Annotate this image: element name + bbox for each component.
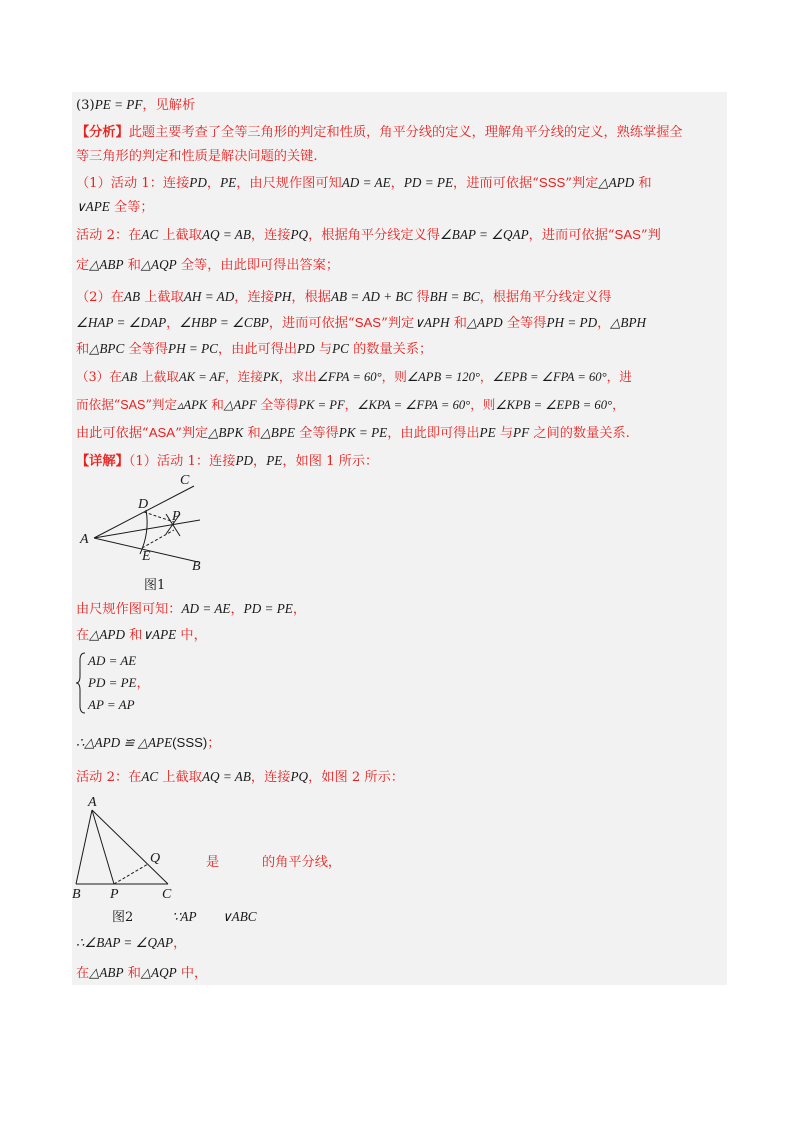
text-run: △APD: [466, 315, 503, 330]
text-run: 全等得: [124, 342, 169, 357]
text-run: 上截取: [137, 369, 179, 384]
text-run: △BPK: [208, 425, 244, 440]
text-run: PD = PE: [403, 175, 454, 190]
text-run: △APD: [89, 627, 125, 642]
text-run: 在: [76, 966, 90, 981]
part3-line-2: [76, 396, 625, 414]
part2-line-1: [76, 288, 611, 307]
part3-line-3: [76, 424, 630, 443]
text-run: ，: [344, 397, 358, 412]
text-run: PD: [235, 453, 254, 468]
text-run: ∠HAP = ∠DAP: [76, 315, 167, 330]
text-run: ∠BAP = ∠QAP: [439, 227, 529, 242]
text-run: ∨APE: [142, 627, 177, 642]
text-run: AK = AF: [178, 370, 226, 384]
text-run: ，进而可依据“: [453, 176, 539, 191]
text-run: 活动 2：在: [76, 228, 142, 243]
step-in-triangles: [76, 626, 207, 645]
text-run: SAS: [354, 315, 382, 330]
segment-pd: [144, 512, 174, 522]
text-run: ∨APH: [414, 315, 450, 330]
text-run: SAS: [614, 227, 641, 242]
text-run: AB = AD + BC: [330, 289, 413, 304]
text-run: PE: [266, 453, 283, 468]
system-row-1: AD = AE: [88, 653, 137, 668]
text-run: 定: [76, 258, 90, 273]
text-run: SSS: [538, 175, 566, 190]
text-run: ，进: [606, 369, 632, 384]
text-run: ；: [207, 736, 221, 751]
text-run: PE: [479, 425, 496, 440]
text-run: 由尺规作图可知：: [76, 602, 182, 617]
text-run: ，连接: [250, 228, 291, 243]
step-angle-equal: [76, 934, 186, 953]
text-run: 全等得: [256, 397, 299, 412]
text-run: ∠APB = 120°: [406, 370, 480, 384]
text-run: PE: [220, 175, 237, 190]
text-run: PE = PF: [94, 97, 143, 112]
text-run: PH: [273, 289, 292, 304]
text-run: ”判定: [145, 397, 178, 412]
text-run: 和: [124, 628, 143, 643]
text-run: 由此可依据“: [76, 426, 149, 441]
figure-1: [76, 470, 226, 572]
detail-line: [76, 452, 378, 471]
activity1-line-1: [76, 174, 652, 193]
text-run: PK: [262, 370, 279, 384]
system-row-3: AP = AP: [88, 697, 135, 712]
text-run: ”判定: [565, 176, 599, 191]
step-activity2: [76, 768, 404, 787]
text-run: PH = PC: [168, 341, 218, 356]
fig2-caption: 图2: [112, 910, 134, 925]
text-run: （1）活动 1：连接: [76, 176, 190, 191]
text-run: PD: [189, 175, 207, 190]
text-run: ，由此即可得出: [387, 426, 480, 441]
text-run: （1）活动 1：连接: [128, 454, 236, 469]
text-run: ∠HBP = ∠CBP: [179, 315, 269, 330]
fig2-label-q: Q: [150, 851, 161, 866]
text-run: ▵APK: [177, 398, 208, 412]
text-run: 在: [76, 628, 90, 643]
step-known: [76, 600, 306, 619]
text-run: 等三角形的判定和性质是解决问题的关键.: [76, 149, 318, 164]
text-run: 【详解】: [76, 454, 129, 469]
text-run: ，根据: [291, 290, 331, 305]
text-run: 与: [495, 426, 514, 441]
text-run: △APD: [598, 175, 635, 190]
text-run: 和: [634, 176, 652, 191]
analysis-line-2: [76, 148, 318, 166]
text-run: ∠KPB = ∠EPB = 60°: [495, 398, 613, 412]
text-run: △BPE: [260, 425, 295, 440]
text-run: ，: [390, 176, 404, 191]
text-run: ASA: [148, 425, 176, 440]
text-run: △ABP: [89, 257, 124, 272]
text-run: ，求出: [278, 369, 317, 384]
text-run: ”判定: [381, 316, 415, 331]
text-run: PD = PE: [88, 675, 137, 690]
text-run: ，: [173, 936, 187, 951]
text-run: 中，: [176, 966, 208, 981]
step-in-triangles-2: [76, 964, 207, 983]
fig1-label-b: B: [192, 559, 201, 572]
part2-line-2: [76, 314, 646, 333]
text-run: 和: [449, 316, 467, 331]
fig1-label-d: D: [138, 497, 149, 512]
text-run: ，: [230, 602, 244, 617]
text-run: ，如图 1 所示：: [282, 454, 379, 469]
fig2-label-c: C: [162, 887, 172, 902]
text-run: ，: [292, 602, 307, 617]
text-run: ∴∠BAP = ∠QAP: [76, 935, 174, 950]
text-run: 上截取: [140, 290, 184, 305]
text-run: 全等得: [502, 316, 547, 331]
text-run: AQ = AB: [201, 227, 251, 242]
text-run: PD: [297, 341, 315, 356]
text-run: 此题主要考查了全等三角形的判定和性质，角平分线的定义，理解角平分线的定义，熟练掌握全: [128, 125, 683, 140]
text-run: ，: [612, 397, 625, 412]
activity2-line-2: [76, 256, 339, 275]
text-run: AB: [123, 289, 141, 304]
text-run: ，连接: [225, 369, 263, 384]
text-run: AB: [121, 370, 138, 384]
side-ab: [76, 810, 92, 884]
text-run: ，进而可依据“: [528, 228, 615, 243]
text-run: 上截取: [158, 228, 202, 243]
text-run: ∨APE: [76, 199, 110, 214]
text-run: PF: [513, 425, 530, 440]
text-run: ，进而可依据“: [268, 316, 355, 331]
text-run: (SSS): [172, 735, 208, 750]
text-run: ，见解析: [142, 98, 196, 113]
text-run: ，连接: [250, 770, 291, 785]
part3-answer: [76, 96, 195, 115]
fig1-caption: 图1: [144, 578, 166, 593]
text-run: (3): [76, 98, 95, 113]
figure-2: [72, 792, 182, 904]
text-run: PD = PE: [243, 601, 293, 616]
part3-line-1: [76, 368, 632, 386]
text-run: ，如图 2 所示：: [308, 770, 404, 785]
bisector-text: 的角平分线，: [262, 855, 342, 870]
angle-abc: [222, 908, 257, 927]
left-brace: [76, 652, 86, 714]
text-run: 全等得: [294, 426, 339, 441]
text-run: （3）在: [76, 369, 122, 384]
text-run: 全等，由此即可得出答案；: [176, 258, 340, 273]
text-run: AC: [141, 227, 159, 242]
text-run: AC: [141, 769, 159, 784]
fig1-label-c: C: [180, 473, 190, 488]
text-run: ”判: [640, 228, 661, 243]
fig2-label-p: P: [110, 887, 119, 902]
text-run: 的数量关系；: [348, 342, 433, 357]
text-run: ，则: [470, 397, 496, 412]
fig1-label-p: P: [172, 509, 181, 524]
segment-pq: [114, 864, 148, 884]
activity2-line-1: [76, 226, 661, 245]
fig1-label-e: E: [142, 549, 151, 564]
text-run: △ABP: [89, 965, 124, 980]
text-run: ”判定: [175, 426, 209, 441]
text-run: ，: [206, 176, 221, 191]
text-run: ∠FPA = 60°: [316, 370, 382, 384]
text-run: ∨ABC: [222, 909, 257, 924]
because-ap: [172, 908, 197, 927]
text-run: PK = PF: [298, 398, 345, 412]
part2-line-3: [76, 340, 432, 359]
equation-system: [76, 652, 196, 714]
text-run: AH = AD: [183, 289, 235, 304]
text-run: ，连接: [234, 290, 274, 305]
text-run: AQ = AB: [201, 769, 251, 784]
text-run: 和: [207, 397, 224, 412]
text-run: ，: [597, 316, 611, 331]
text-run: △AQP: [140, 965, 177, 980]
text-run: △BPC: [89, 341, 125, 356]
text-run: 和: [76, 342, 90, 357]
text-run: 和: [123, 966, 141, 981]
text-run: 和: [123, 258, 141, 273]
text-run: 【分析】: [76, 125, 129, 140]
fig1-label-a: A: [80, 532, 89, 547]
text-run: ∵AP: [172, 909, 197, 924]
text-run: 得: [412, 290, 430, 305]
text-run: ，: [479, 369, 493, 384]
text-run: 和: [243, 426, 261, 441]
text-run: ，: [253, 454, 267, 469]
text-run: BH = BC: [429, 289, 480, 304]
text-run: 之间的数量关系.: [529, 426, 630, 441]
text-run: △BPH: [610, 315, 647, 330]
analysis-line-1: [76, 124, 683, 142]
text-run: AD = AE: [181, 601, 231, 616]
text-run: 而依据“: [76, 397, 121, 412]
text-run: PQ: [290, 227, 309, 242]
text-run: ，则: [381, 369, 407, 384]
activity1-line-2: [76, 198, 154, 217]
text-run: SAS: [120, 398, 146, 412]
text-run: ，: [136, 676, 150, 691]
text-run: 全等；: [109, 200, 154, 215]
text-run: 活动 2：在: [76, 770, 142, 785]
bisector-is: 是: [206, 855, 220, 870]
text-run: AD = AE: [341, 175, 391, 190]
text-run: PK = PE: [338, 425, 388, 440]
text-run: ∴△APD ≌: [76, 735, 138, 750]
text-run: 上截取: [158, 770, 202, 785]
text-run: ，根据角平分线定义得: [479, 290, 612, 305]
text-run: ，由尺规作图可知: [236, 176, 342, 191]
system-row-2: [88, 674, 150, 693]
text-run: ∠EPB = ∠FPA = 60°: [492, 370, 607, 384]
text-run: △APF: [223, 398, 257, 412]
step-congruent-sss: [76, 734, 220, 753]
text-run: △APE: [137, 735, 173, 750]
text-run: PH = PD: [546, 315, 598, 330]
text-run: 中，: [176, 628, 207, 643]
text-run: ，: [166, 316, 180, 331]
text-run: △AQP: [140, 257, 177, 272]
text-run: ，由此可得出: [217, 342, 298, 357]
text-run: PQ: [290, 769, 309, 784]
text-run: ，根据角平分线定义得: [308, 228, 440, 243]
fig2-label-b: B: [72, 887, 81, 902]
text-run: PC: [332, 341, 349, 356]
fig2-label-a: A: [88, 795, 97, 810]
text-run: 与: [314, 342, 333, 357]
text-run: （2）在: [76, 290, 124, 305]
text-run: ∠KPA = ∠FPA = 60°: [357, 398, 471, 412]
